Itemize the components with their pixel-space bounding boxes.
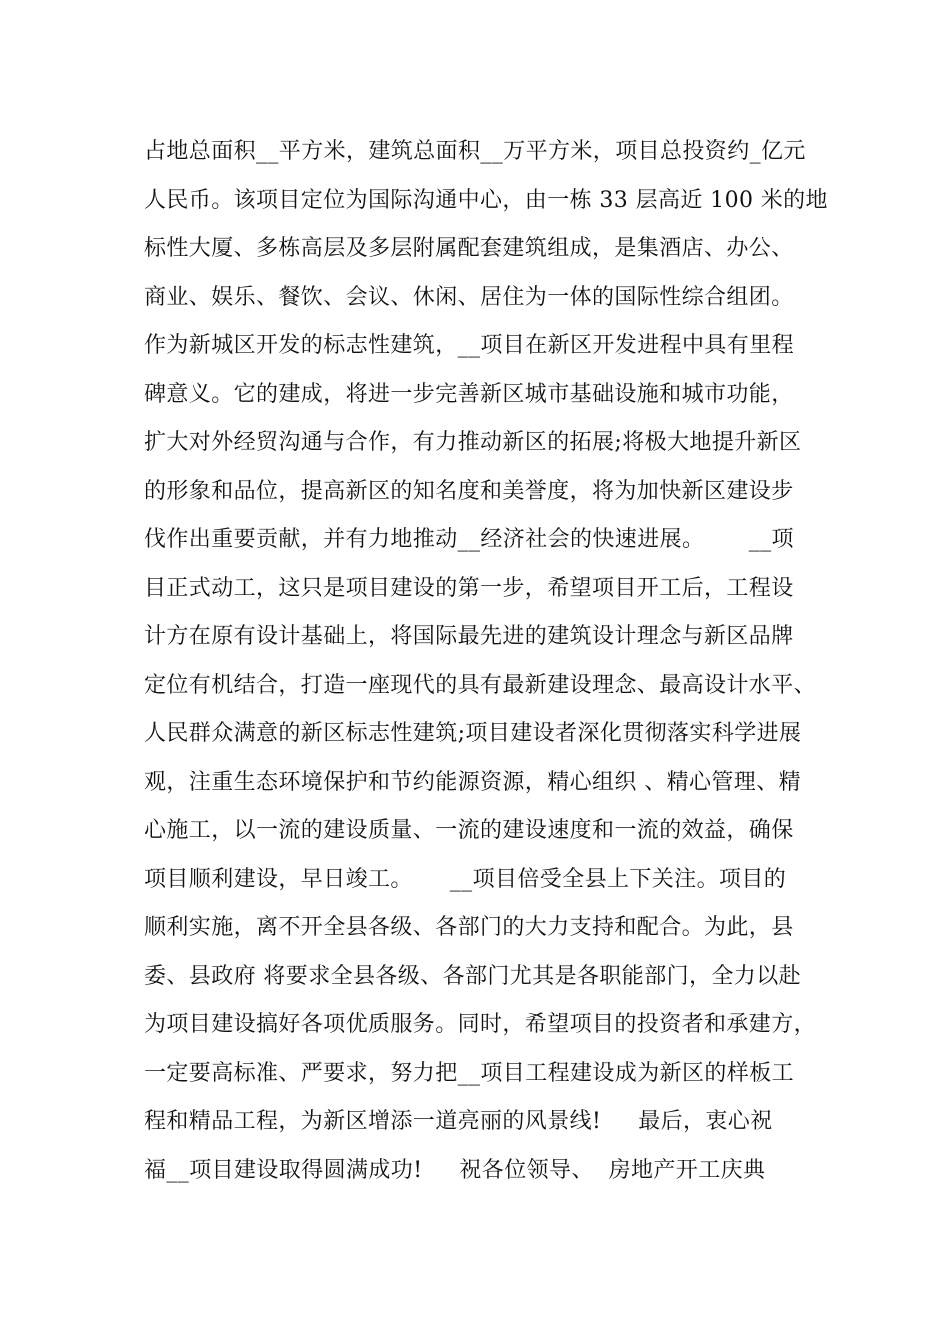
text-line: 人民群众满意的新区标志性建筑;项目建设者深化贯彻落实科学进展 <box>144 721 802 746</box>
text-line: 福__项目建设取得圆满成功! 祝各位领导、 房地产开工庆典 <box>144 1157 766 1183</box>
text-line: 作为新城区开发的标志性建筑，__项目在新区开发进程中具有里程 <box>144 333 795 358</box>
text-line: 心施工，以一流的建设质量、一流的建设速度和一流的效益，确保 <box>144 818 794 843</box>
text-line: 扩大对外经贸沟通与合作，有力推动新区的拓展;将极大地提升新区 <box>144 430 802 455</box>
text-line: 观，注重生态环境保护和节约能源资源，精心组织 、精心管理、精 <box>144 769 801 795</box>
text-line: 一定要高标准、严要求，努力把__项目工程建设成为新区的样板工 <box>144 1060 795 1086</box>
text-line: 占地总面积__平方米，建筑总面积__万平方米，项目总投资约_亿元 <box>144 139 806 164</box>
text-line: 碑意义。它的建成，将进一步完善新区城市基础设施和城市功能， <box>144 381 794 407</box>
text-line: 为项目建设搞好各项优质服务。同时，希望项目的投资者和承建方， <box>144 1012 817 1037</box>
text-line: 商业、娱乐、餐饮、会议、休闲、居住为一体的国际性综合组团。 <box>144 284 794 310</box>
text-line: 顺利实施，离不开全县各级、各部门的大力支持和配合。为此，县 <box>144 915 794 940</box>
text-line: 标性大厦、多栋高层及多层附属配套建筑组成，是集酒店、办公、 <box>144 236 794 261</box>
text-line: 人民币。该项目定位为国际沟通中心，由一栋 33 层高近 100 米的地 <box>144 187 828 213</box>
text-line: 伐作出重要贡献，并有力地推动__经济社会的快速进展。 __项 <box>144 527 794 552</box>
text-line: 定位有机结合，打造一座现代的具有最新建设理念、最高设计水平、 <box>144 672 817 698</box>
text-line: 委、县政府 将要求全县各级、各部门尤其是各职能部门，全力以赴 <box>144 963 801 989</box>
text-line: 项目顺利建设，早日竣工。 __项目倍受全县上下关注。项目的 <box>144 866 787 892</box>
text-line: 的形象和品位，提高新区的知名度和美誉度，将为加快新区建设步 <box>144 478 794 504</box>
text-line: 程和精品工程，为新区增添一道亮丽的风景线! 最后，衷心祝 <box>144 1109 773 1134</box>
text-line: 目正式动工，这只是项目建设的第一步，希望项目开工后，工程设 <box>144 575 794 601</box>
body-text <box>144 128 828 1195</box>
text-line: 计方在原有设计基础上，将国际最先进的建筑设计理念与新区品牌 <box>144 624 794 649</box>
